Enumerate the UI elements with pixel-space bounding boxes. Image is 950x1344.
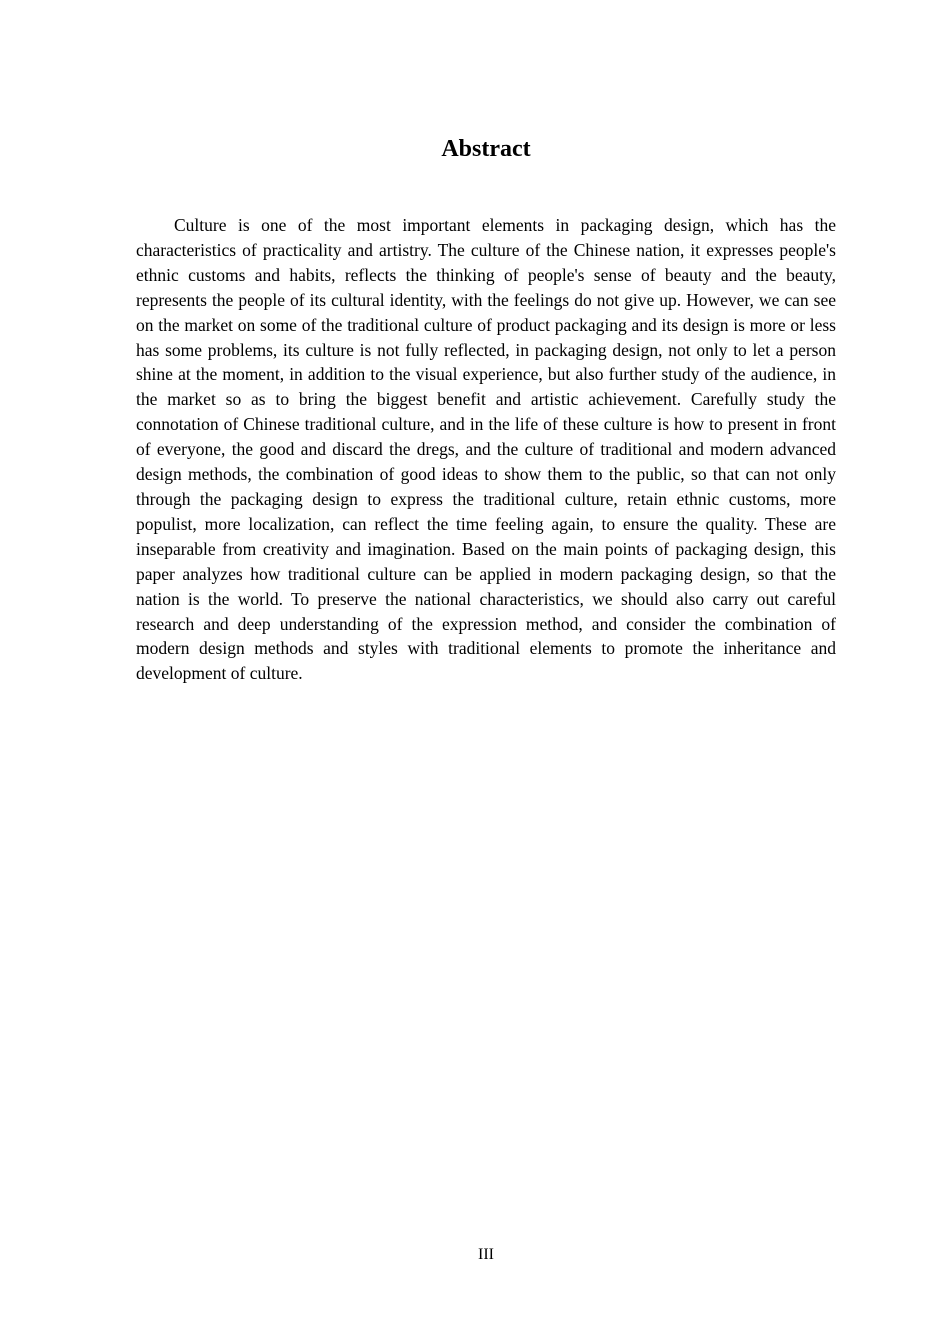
abstract-paragraph: Culture is one of the most important elements in packaging design, which has the characteristics of practicality and artistry. The culture of the Chinese nation, it expresses people's ethnic customs and habits, reflects the thinking of people's sense of beauty and the beauty, represents the people of its cultural identity, with the feelings do not give up. However, we can see on the market on some of the traditional culture of product packaging and its design is more or less has some problems, its culture is not fully reflected, in packaging design, not only to let a person shine at the moment, in addition to the visual experience, but also further study of the audience, in the market so as to bring the biggest benefit and artistic achievement. Carefully study the connotation of Chinese traditional culture, and in the life of these culture is how to present in front of everyone, the good and discard the dregs, and the culture of traditional and modern advanced design methods, the combination of good ideas to show them to the public, so that can not only through the packaging design to express the traditional culture, retain ethnic customs, more populist, more localization, can reflect the time feeling again, to ensure the quality. These are inseparable from creativity and imagination. Based on the main points of packaging design, this paper analyzes how traditional culture can be applied in modern packaging design, so that the nation is the world. To preserve the national characteristics, we should also carry out careful research and deep understanding of the expression method, and consider the combination of modern design methods and styles with traditional elements to promote the inheritance and development of culture.	[136, 215, 836, 684]
page-title: Abstract	[441, 136, 531, 162]
page-number: III	[478, 1246, 494, 1263]
